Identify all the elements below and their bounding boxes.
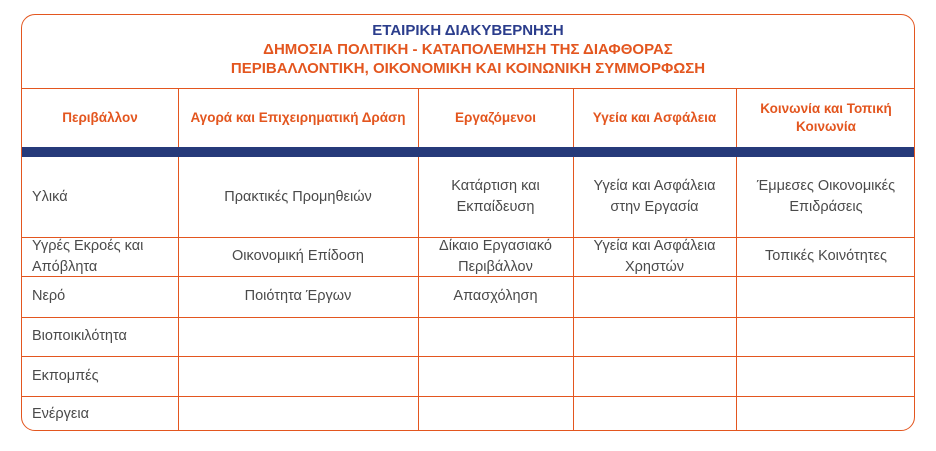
table-cell: Υγεία και Ασφάλεια στην Εργασία (593, 178, 716, 215)
table-cell: Υγρές Εκροές και Απόβλητα (32, 237, 144, 275)
table-cell (178, 317, 418, 356)
table-cell (573, 356, 736, 396)
header-environment: Περιβάλλον (62, 109, 138, 125)
header-health-safety: Υγεία και Ασφάλεια (592, 109, 717, 125)
table-cell (573, 317, 736, 356)
table-cell: Βιοποικιλότητα (32, 328, 127, 344)
table-cell: Υγεία και Ασφάλεια Χρηστών (593, 237, 716, 275)
table-cell (178, 396, 418, 431)
table-cell (418, 396, 573, 431)
table-cell: Δίκαιο Εργασιακό Περιβάλλον (439, 237, 552, 275)
table-cell (178, 356, 418, 396)
table-cell: Απασχόληση (453, 288, 538, 304)
table-cell: Έμμεσες Οικονομικές Επιδράσεις (756, 178, 896, 215)
title-corporate-governance: ΕΤΑΙΡΙΚΗ ΔΙΑΚΥΒΕΡΝΗΣΗ (372, 22, 564, 39)
header-market: Αγορά και Επιχειρηματική Δράση (190, 109, 406, 125)
table-cell (418, 317, 573, 356)
table-title-block (22, 15, 914, 88)
table-cell: Υλικά (32, 188, 68, 205)
table-cell (573, 276, 736, 317)
title-public-policy: ΔΗΜΟΣΙΑ ΠΟΛΙΤΙΚΗ - ΚΑΤΑΠΟΛΕΜΗΣΗ ΤΗΣ ΔΙΑΦΘΟΡΑΣ (263, 41, 673, 58)
table-cell: Ενέργεια (32, 405, 89, 422)
table-cell: Κατάρτιση και Εκπαίδευση (451, 178, 540, 215)
table-cell (736, 356, 915, 396)
governance-table-frame (21, 14, 915, 431)
table-cell (736, 276, 915, 317)
table-cell (418, 356, 573, 396)
table-cell: Πρακτικές Προμηθειών (224, 188, 372, 205)
table-cell (736, 396, 915, 431)
table-cell: Τοπικές Κοινότητες (765, 248, 887, 264)
table-cell (736, 317, 915, 356)
header-society: Κοινωνία και Τοπική Κοινωνία (760, 100, 892, 134)
table-cell: Εκπομπές (32, 367, 99, 384)
header-separator-bar (22, 147, 914, 157)
title-compliance: ΠΕΡΙΒΑΛΛΟΝΤΙΚΗ, ΟΙΚΟΝΟΜΙΚΗ ΚΑΙ ΚΟΙΝΩΝΙΚΗ ΣΥΜΜΟΡΦΩΣΗ (230, 60, 706, 77)
table-cell: Οικονομική Επίδοση (232, 248, 364, 264)
table-cell: Νερό (32, 288, 66, 304)
table-cell (573, 396, 736, 431)
table-cell: Ποιότητα Έργων (244, 288, 352, 304)
header-employees: Εργαζόμενοι (454, 109, 537, 125)
